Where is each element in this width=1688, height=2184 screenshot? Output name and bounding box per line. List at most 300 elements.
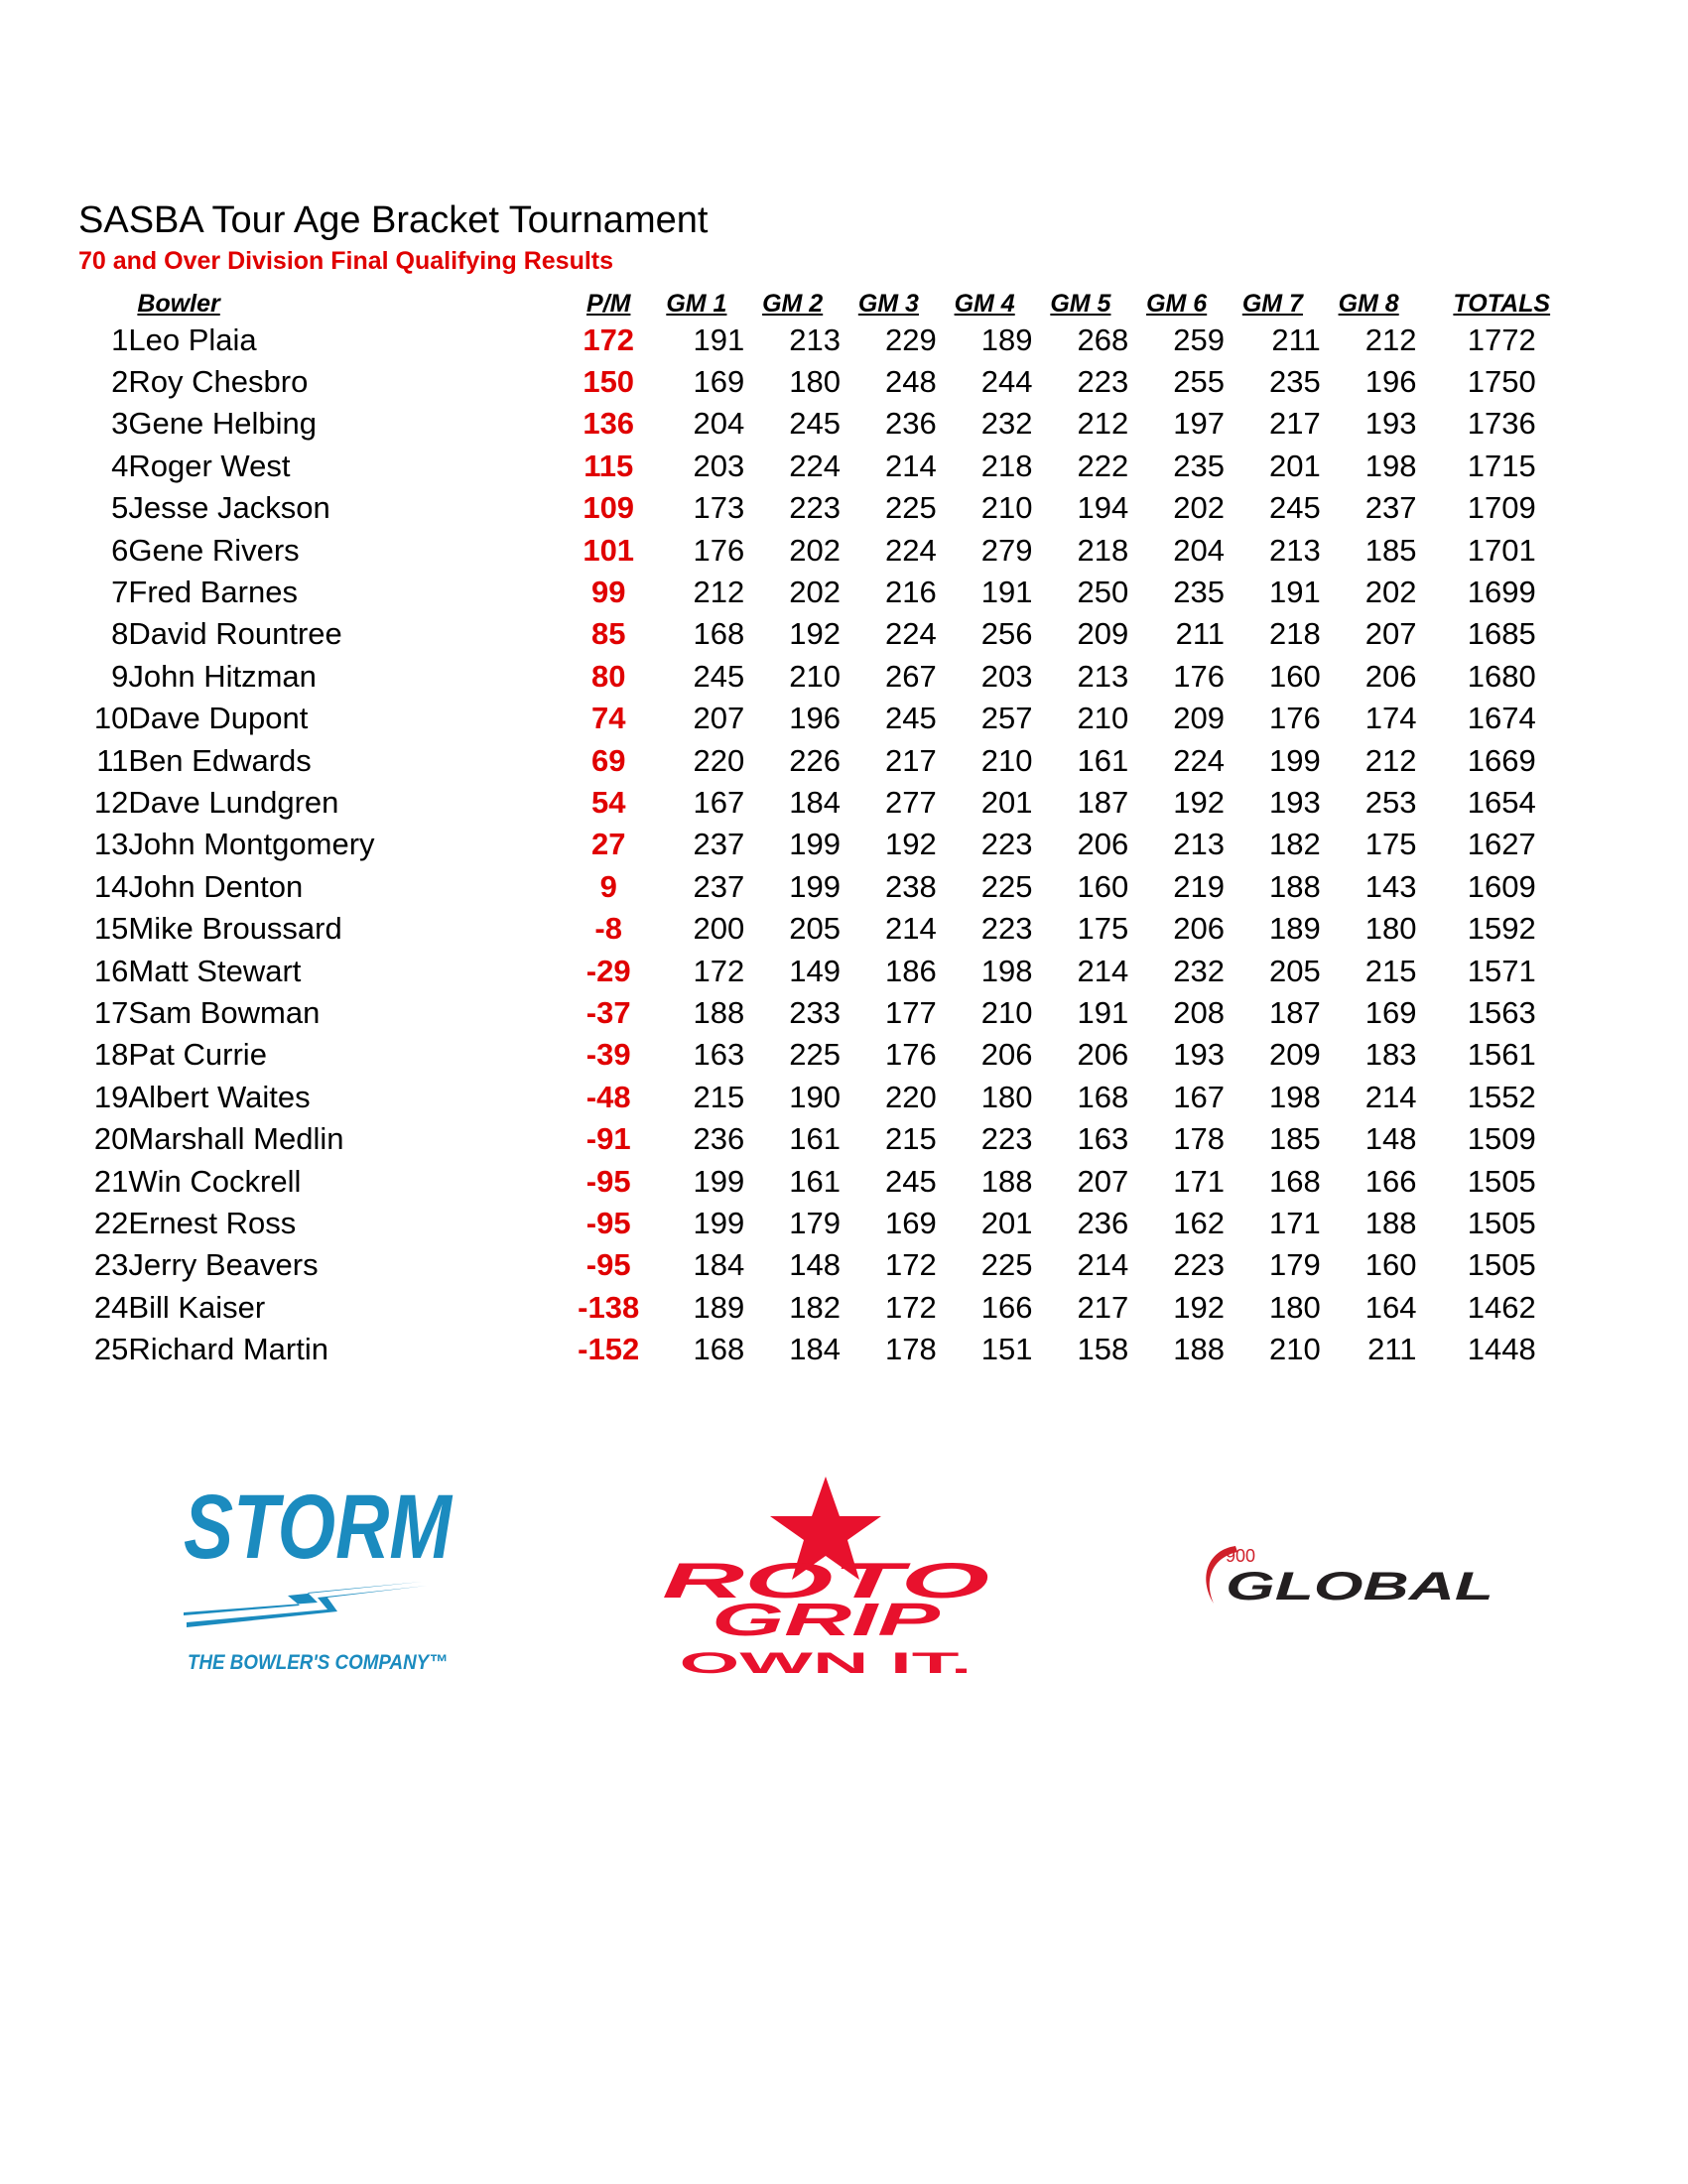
game-1-cell: 204 (693, 406, 745, 442)
total-cell: 1563 (1467, 994, 1536, 1030)
rank-cell: 1 (111, 321, 129, 357)
game-7-cell: 245 (1269, 490, 1321, 526)
pm-cell: -91 (585, 1121, 631, 1157)
game-2-cell: 224 (789, 448, 842, 483)
rank-cell: 9 (111, 658, 129, 694)
game-3-cell: 216 (885, 575, 937, 610)
game-2-cell: 161 (789, 1121, 842, 1157)
game-6-cell: 223 (1173, 1247, 1226, 1283)
pm-cell: 150 (583, 364, 635, 400)
game-1-cell: 237 (693, 868, 745, 904)
total-cell: 1505 (1467, 1163, 1536, 1199)
game-2-cell: 202 (789, 575, 842, 610)
game-1-cell: 215 (693, 1079, 745, 1114)
game-6-cell: 202 (1173, 490, 1226, 526)
game-8-cell: 212 (1364, 321, 1417, 357)
table-row (78, 571, 1587, 612)
game-5-cell: 194 (1077, 490, 1129, 526)
rank-cell: 10 (93, 701, 129, 736)
total-cell: 1462 (1467, 1289, 1536, 1325)
game-3-cell: 217 (885, 742, 937, 778)
bowler-name-cell: Roy Chesbro (128, 364, 309, 400)
total-cell: 1552 (1467, 1079, 1536, 1114)
bowler-name-cell: Jerry Beavers (128, 1247, 319, 1283)
total-cell: 1715 (1467, 448, 1536, 483)
game-8-cell: 188 (1364, 1205, 1417, 1240)
game-6-cell: 171 (1173, 1163, 1226, 1199)
game-6-cell: 213 (1173, 827, 1226, 862)
game-4-cell: 151 (980, 1332, 1033, 1367)
bowler-name-cell: Roger West (128, 448, 291, 483)
game-1-cell: 188 (693, 994, 745, 1030)
game-3-cell: 267 (885, 658, 937, 694)
pm-cell: -39 (585, 1037, 631, 1073)
game-2-cell: 192 (789, 616, 842, 652)
bowler-name-cell: Matt Stewart (128, 953, 302, 988)
game-4-cell: 166 (980, 1289, 1033, 1325)
game-7-cell: 213 (1269, 532, 1321, 568)
bowler-name-cell: Gene Helbing (128, 406, 317, 442)
game-5-cell: 236 (1077, 1205, 1129, 1240)
game-3-cell: 245 (885, 1163, 937, 1199)
rank-cell: 25 (93, 1332, 129, 1367)
game-7-cell: 211 (1271, 321, 1321, 357)
game-4-cell: 210 (980, 994, 1033, 1030)
game-6-cell: 259 (1173, 321, 1226, 357)
lightning-bolt-icon (184, 1582, 422, 1615)
total-cell: 1654 (1467, 784, 1536, 820)
game-4-cell: 201 (980, 784, 1033, 820)
game-4-cell: 210 (980, 742, 1033, 778)
rank-cell: 17 (93, 994, 129, 1030)
game-2-cell: 180 (789, 364, 842, 400)
game-3-cell: 236 (885, 406, 937, 442)
game-4-cell: 198 (980, 953, 1033, 988)
game-3-cell: 220 (885, 1079, 937, 1114)
game-3-cell: 178 (885, 1332, 937, 1367)
total-cell: 1448 (1467, 1332, 1536, 1367)
game-5-cell: 160 (1077, 868, 1129, 904)
game-2-cell: 245 (789, 406, 842, 442)
game-7-cell: 179 (1269, 1247, 1321, 1283)
game-3-cell: 176 (885, 1037, 937, 1073)
bowler-name-cell: Ben Edwards (128, 742, 312, 778)
pm-cell: 136 (583, 406, 635, 442)
pm-cell: 80 (590, 658, 626, 694)
game-1-cell: 163 (693, 1037, 745, 1073)
game-3-cell: 172 (885, 1247, 937, 1283)
game-6-cell: 235 (1173, 575, 1226, 610)
game-1-cell: 199 (693, 1163, 745, 1199)
total-cell: 1505 (1467, 1247, 1536, 1283)
game-3-cell: 238 (885, 868, 937, 904)
game-6-cell: 188 (1173, 1332, 1226, 1367)
game-8-cell: 193 (1364, 406, 1417, 442)
game-4-cell: 244 (980, 364, 1033, 400)
game-2-cell: 226 (789, 742, 842, 778)
game-1-cell: 200 (693, 911, 745, 947)
game-8-cell: 198 (1364, 448, 1417, 483)
game-7-cell: 218 (1269, 616, 1321, 652)
game-7-cell: 235 (1269, 364, 1321, 400)
roto-grip-logo (655, 1459, 997, 1682)
rank-cell: 2 (111, 364, 129, 400)
game-1-cell: 176 (693, 532, 745, 568)
game-6-cell: 211 (1175, 616, 1226, 652)
global-number: 900 (1226, 1546, 1256, 1566)
game-5-cell: 187 (1077, 784, 1129, 820)
rank-header (78, 283, 128, 319)
game-5-cell: 158 (1077, 1332, 1129, 1367)
table-row (78, 950, 1587, 991)
rank-cell: 21 (93, 1163, 129, 1199)
bowler-name-cell: Richard Martin (128, 1332, 328, 1367)
game-1-cell: 172 (693, 953, 745, 988)
game-6-cell: 235 (1173, 448, 1226, 483)
total-cell: 1561 (1467, 1037, 1536, 1073)
game-3-cell: 229 (885, 321, 937, 357)
game-3-header: GM 3 (857, 290, 919, 318)
game-6-cell: 197 (1173, 406, 1226, 442)
game-1-cell: 199 (693, 1205, 745, 1240)
game-6-header: GM 6 (1146, 290, 1208, 318)
game-4-cell: 223 (980, 827, 1033, 862)
bowler-name-cell: Albert Waites (128, 1079, 311, 1114)
pm-cell: 69 (590, 742, 626, 778)
game-5-cell: 191 (1077, 994, 1129, 1030)
results-body (78, 319, 1587, 1370)
bowler-name-cell: Dave Dupont (128, 701, 309, 736)
pm-cell: 9 (599, 868, 617, 904)
game-4-cell: 201 (980, 1205, 1033, 1240)
table-row (78, 739, 1587, 781)
rank-cell: 18 (93, 1037, 129, 1073)
total-cell: 1509 (1467, 1121, 1536, 1157)
game-4-cell: 256 (980, 616, 1033, 652)
rank-cell: 20 (93, 1121, 129, 1157)
game-8-cell: 253 (1364, 784, 1417, 820)
game-2-cell: 196 (789, 701, 842, 736)
game-5-cell: 214 (1077, 953, 1129, 988)
pm-cell: 172 (583, 321, 635, 357)
total-cell: 1674 (1467, 701, 1536, 736)
game-7-cell: 191 (1269, 575, 1321, 610)
game-6-cell: 224 (1173, 742, 1226, 778)
game-3-cell: 177 (885, 994, 937, 1030)
sponsor-logos (0, 1459, 1688, 1717)
pm-cell: -95 (585, 1205, 631, 1240)
rank-cell: 23 (93, 1247, 129, 1283)
game-8-cell: 166 (1364, 1163, 1417, 1199)
total-cell: 1592 (1467, 911, 1536, 947)
rank-cell: 7 (111, 575, 129, 610)
total-cell: 1609 (1467, 868, 1536, 904)
pm-header: P/M (585, 290, 631, 318)
table-row (78, 907, 1587, 949)
game-4-cell: 189 (980, 321, 1033, 357)
game-5-cell: 222 (1077, 448, 1129, 483)
rank-cell: 19 (93, 1079, 129, 1114)
game-7-header: GM 7 (1241, 290, 1303, 318)
bowler-name-cell: Bill Kaiser (128, 1289, 266, 1325)
results-table (78, 283, 1587, 1370)
total-cell: 1736 (1467, 406, 1536, 442)
bowler-name-cell: John Hitzman (128, 658, 317, 694)
bowler-name-cell: John Denton (128, 868, 304, 904)
game-7-cell: 168 (1269, 1163, 1321, 1199)
game-7-cell: 209 (1269, 1037, 1321, 1073)
game-6-cell: 232 (1173, 953, 1226, 988)
game-5-cell: 206 (1077, 1037, 1129, 1073)
game-8-cell: 215 (1364, 953, 1417, 988)
game-8-cell: 211 (1367, 1332, 1417, 1367)
pm-cell: -37 (585, 994, 631, 1030)
game-8-cell: 160 (1364, 1247, 1417, 1283)
rank-cell: 15 (93, 911, 129, 947)
page-title: SASBA Tour Age Bracket Tournament (78, 199, 709, 241)
storm-tagline: THE BOWLER'S COMPANY™ (188, 1651, 448, 1674)
game-5-header: GM 5 (1050, 290, 1111, 318)
totals-header: TOTALS (1453, 290, 1551, 318)
table-row (78, 319, 1587, 360)
grip-wordmark: GRIP (712, 1594, 941, 1645)
game-5-cell: 217 (1077, 1289, 1129, 1325)
bowler-name-cell: Sam Bowman (128, 994, 321, 1030)
pm-cell: 101 (583, 532, 635, 568)
game-6-cell: 193 (1173, 1037, 1226, 1073)
game-3-cell: 245 (885, 701, 937, 736)
page-subtitle: 70 and Over Division Final Qualifying Results (78, 247, 614, 275)
game-6-cell: 178 (1173, 1121, 1226, 1157)
table-row (78, 655, 1587, 697)
game-1-cell: 169 (693, 364, 745, 400)
game-5-cell: 218 (1077, 532, 1129, 568)
game-8-cell: 237 (1364, 490, 1417, 526)
rank-cell: 4 (111, 448, 129, 483)
game-7-cell: 205 (1269, 953, 1321, 988)
game-5-cell: 161 (1077, 742, 1129, 778)
game-2-cell: 199 (789, 868, 842, 904)
game-1-cell: 203 (693, 448, 745, 483)
game-6-cell: 208 (1173, 994, 1226, 1030)
pm-cell: -95 (585, 1163, 631, 1199)
bowler-name-cell: Win Cockrell (128, 1163, 302, 1199)
game-1-cell: 191 (693, 321, 745, 357)
pm-cell: 85 (590, 616, 626, 652)
table-row (78, 613, 1587, 655)
table-row (78, 1202, 1587, 1243)
rank-cell: 22 (93, 1205, 129, 1240)
rank-cell: 14 (93, 868, 129, 904)
table-row (78, 1034, 1587, 1076)
game-3-cell: 277 (885, 784, 937, 820)
pm-cell: 115 (584, 448, 634, 483)
game-3-cell: 224 (885, 532, 937, 568)
game-8-cell: 196 (1364, 364, 1417, 400)
table-row (78, 529, 1587, 571)
game-5-cell: 250 (1077, 575, 1129, 610)
pm-cell: -95 (585, 1247, 631, 1283)
game-6-cell: 192 (1173, 784, 1226, 820)
game-8-cell: 206 (1364, 658, 1417, 694)
game-4-cell: 210 (980, 490, 1033, 526)
rank-cell: 13 (93, 827, 129, 862)
game-2-header: GM 2 (762, 290, 824, 318)
table-row (78, 403, 1587, 445)
storm-logo (169, 1459, 466, 1702)
game-7-cell: 160 (1269, 658, 1321, 694)
game-2-cell: 199 (789, 827, 842, 862)
game-8-cell: 207 (1364, 616, 1417, 652)
bowler-header: Bowler (137, 290, 220, 318)
game-8-cell: 180 (1364, 911, 1417, 947)
table-row (78, 1076, 1587, 1117)
game-8-cell: 148 (1364, 1121, 1417, 1157)
storm-wordmark: STORM (184, 1477, 454, 1578)
game-3-cell: 225 (885, 490, 937, 526)
game-5-cell: 210 (1077, 701, 1129, 736)
game-8-header: GM 8 (1338, 290, 1399, 318)
game-6-cell: 204 (1173, 532, 1226, 568)
game-6-cell: 209 (1173, 701, 1226, 736)
table-row (78, 824, 1587, 865)
rank-cell: 11 (96, 742, 129, 778)
table-row (78, 1117, 1587, 1159)
game-4-cell: 223 (980, 1121, 1033, 1157)
game-5-cell: 214 (1077, 1247, 1129, 1283)
table-row (78, 1244, 1587, 1286)
game-1-cell: 173 (693, 490, 745, 526)
pm-cell: -29 (585, 953, 631, 988)
game-7-cell: 176 (1269, 701, 1321, 736)
table-row (78, 698, 1587, 739)
game-1-cell: 189 (693, 1289, 745, 1325)
total-cell: 1627 (1467, 827, 1536, 862)
total-cell: 1685 (1467, 616, 1536, 652)
game-8-cell: 202 (1364, 575, 1417, 610)
game-7-cell: 171 (1269, 1205, 1321, 1240)
game-2-cell: 184 (789, 1332, 842, 1367)
game-4-cell: 206 (980, 1037, 1033, 1073)
game-1-cell: 236 (693, 1121, 745, 1157)
total-cell: 1701 (1467, 532, 1536, 568)
total-cell: 1505 (1467, 1205, 1536, 1240)
game-4-header: GM 4 (954, 290, 1015, 318)
table-row (78, 991, 1587, 1033)
table-row (78, 360, 1587, 402)
bowler-name-cell: Pat Currie (128, 1037, 267, 1073)
game-8-cell: 185 (1364, 532, 1417, 568)
pm-cell: -138 (578, 1289, 640, 1325)
game-1-cell: 167 (693, 784, 745, 820)
game-4-cell: 257 (980, 701, 1033, 736)
roto-tagline: OWN IT. (679, 1647, 973, 1680)
table-row (78, 1328, 1587, 1369)
global-wordmark: GLOBAL (1226, 1565, 1493, 1608)
game-7-cell: 180 (1269, 1289, 1321, 1325)
game-2-cell: 182 (789, 1289, 842, 1325)
rank-cell: 12 (93, 784, 129, 820)
rank-cell: 24 (93, 1289, 129, 1325)
game-6-cell: 176 (1173, 658, 1226, 694)
game-5-cell: 206 (1077, 827, 1129, 862)
pm-cell: -48 (585, 1079, 631, 1114)
game-8-cell: 183 (1364, 1037, 1417, 1073)
total-cell: 1709 (1467, 490, 1536, 526)
bowler-name-cell: Ernest Ross (128, 1205, 297, 1240)
total-cell: 1750 (1467, 364, 1536, 400)
game-6-cell: 192 (1173, 1289, 1226, 1325)
game-2-cell: 149 (789, 953, 842, 988)
game-7-cell: 198 (1269, 1079, 1321, 1114)
game-1-cell: 220 (693, 742, 745, 778)
game-2-cell: 233 (789, 994, 842, 1030)
total-cell: 1669 (1467, 742, 1536, 778)
table-row (78, 781, 1587, 823)
game-1-cell: 237 (693, 827, 745, 862)
pm-cell: 99 (590, 575, 626, 610)
game-1-cell: 212 (693, 575, 745, 610)
game-1-header: GM 1 (666, 290, 727, 318)
game-6-cell: 206 (1173, 911, 1226, 947)
900-global-logo (1196, 1538, 1503, 1617)
game-4-cell: 188 (980, 1163, 1033, 1199)
game-3-cell: 214 (885, 911, 937, 947)
rank-cell: 6 (111, 532, 129, 568)
game-2-cell: 184 (789, 784, 842, 820)
rank-cell: 8 (111, 616, 129, 652)
total-cell: 1699 (1467, 575, 1536, 610)
game-3-cell: 169 (885, 1205, 937, 1240)
game-6-cell: 219 (1173, 868, 1226, 904)
game-2-cell: 205 (789, 911, 842, 947)
bowler-name-cell: Fred Barnes (128, 575, 298, 610)
game-5-cell: 207 (1077, 1163, 1129, 1199)
total-cell: 1772 (1467, 321, 1536, 357)
pm-cell: 74 (590, 701, 626, 736)
game-8-cell: 212 (1364, 742, 1417, 778)
bowler-name-cell: John Montgomery (128, 827, 375, 862)
game-7-cell: 189 (1269, 911, 1321, 947)
game-8-cell: 214 (1364, 1079, 1417, 1114)
game-7-cell: 187 (1269, 994, 1321, 1030)
pm-cell: 109 (583, 490, 635, 526)
game-4-cell: 180 (980, 1079, 1033, 1114)
game-3-cell: 215 (885, 1121, 937, 1157)
bowler-name-cell: Jesse Jackson (128, 490, 330, 526)
roto-wordmark: ROTO (662, 1553, 990, 1608)
game-5-cell: 212 (1077, 406, 1129, 442)
rank-cell: 5 (111, 490, 129, 526)
total-cell: 1680 (1467, 658, 1536, 694)
game-3-cell: 172 (885, 1289, 937, 1325)
header-row (78, 283, 1587, 319)
table-row (78, 1160, 1587, 1202)
table-row (78, 487, 1587, 529)
game-2-cell: 148 (789, 1247, 842, 1283)
bowler-name-cell: Dave Lundgren (128, 784, 339, 820)
bowler-name-cell: David Rountree (128, 616, 342, 652)
game-1-cell: 168 (693, 1332, 745, 1367)
table-row (78, 1286, 1587, 1328)
game-6-cell: 167 (1173, 1079, 1226, 1114)
game-8-cell: 169 (1364, 994, 1417, 1030)
game-5-cell: 223 (1077, 364, 1129, 400)
game-6-cell: 162 (1173, 1205, 1226, 1240)
game-5-cell: 168 (1077, 1079, 1129, 1114)
bowler-name-cell: Marshall Medlin (128, 1121, 344, 1157)
game-4-cell: 203 (980, 658, 1033, 694)
